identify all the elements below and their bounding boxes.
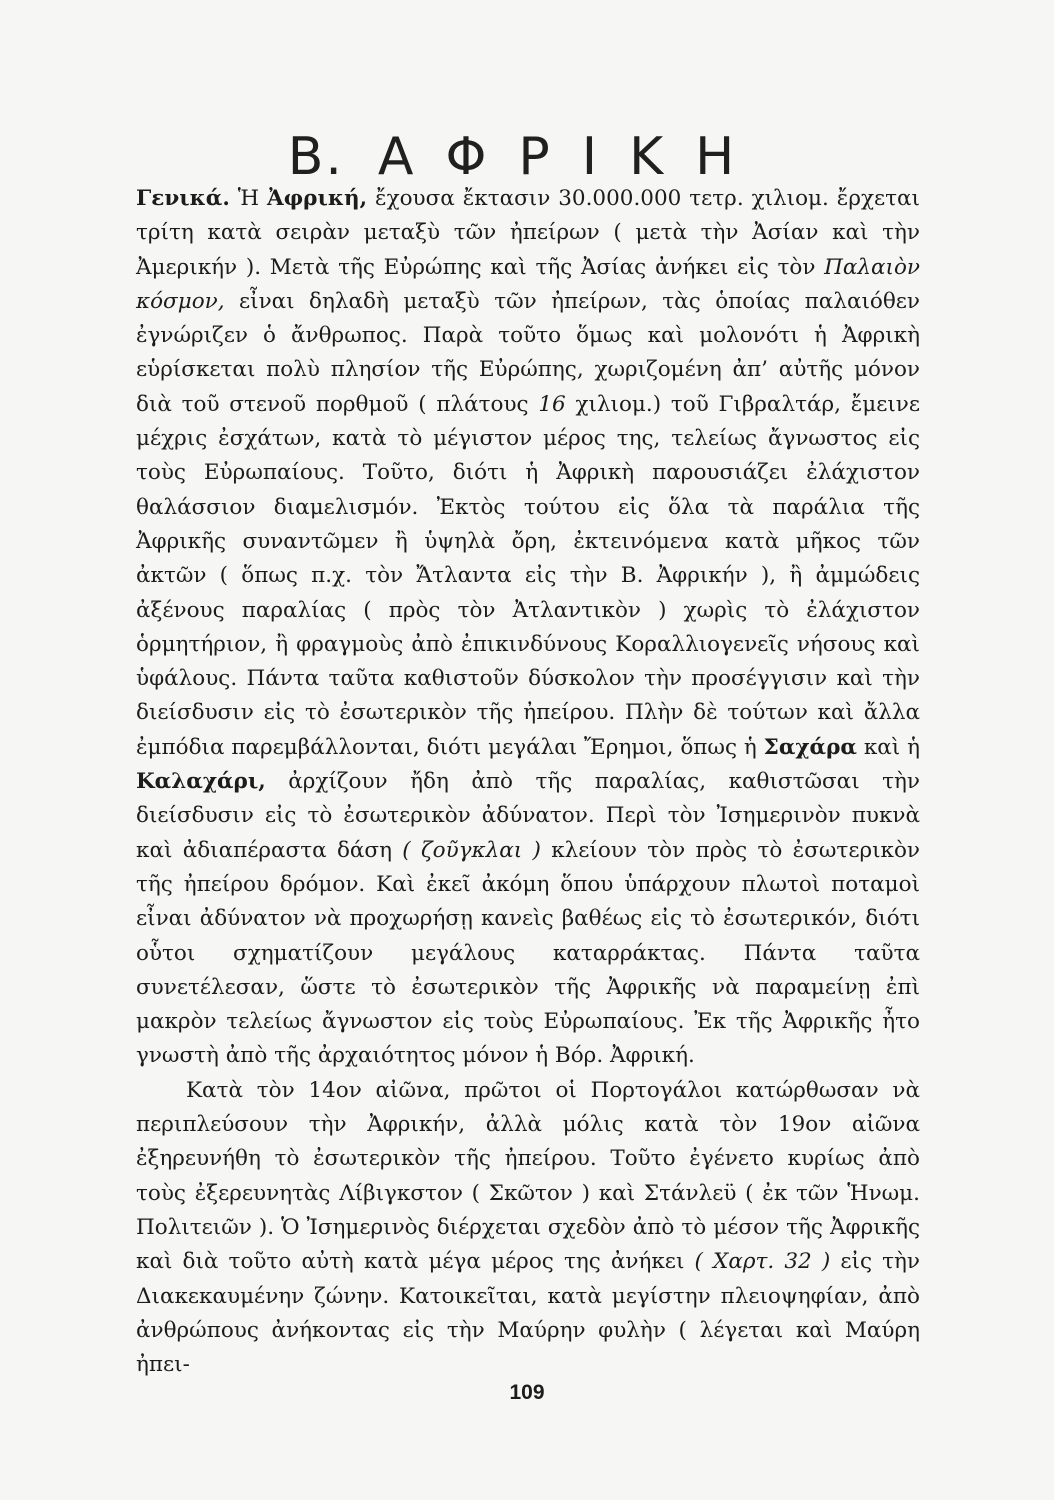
text-span: χιλιομ.) τοῦ Γιβραλτάρ, ἔμεινε μέχρις ἐσχάτων, κατὰ τὸ μέγιστον μέρος της, τελείως ἄγνωστος εἰς τοὺς Εὐρωπαίους. Τοῦτο, διότι ἡ Ἀφρικὴ παρουσιάζει ἐλάχιστον θαλάσσιον διαμελισμόν. Ἐκτὸς τούτου εἰς ὅλα τὰ παράλια τῆς Ἀφρικῆς συναντῶμεν ἢ ὑψηλὰ ὄρη, ἐκτεινόμενα κατὰ μῆκος τῶν ἀκτῶν ( ὅπως π.χ. τὸν Ἄτλαντα εἰς τὴν Β. Ἀφρικήν ), ἢ ἀμμώδεις ἀξένους παραλίας ( πρὸς τὸν Ἀτλαντικὸν ) χωρὶς τὸ ἐλάχιστον ὁρμητήριον, ἢ φραγμοὺς ἀπὸ ἐπικινδύνους Κοραλλιογενεῖς νήσους καὶ ὑφάλους. Πάντα ταῦτα καθιστοῦν δύσκολον τὴν προσέγγισιν καὶ τὴν διείσδυσιν εἰς τὸ ἐσωτερικὸν τῆς ἠπείρου. Πλὴν δὲ τούτων καὶ ἄλλα ἐμπόδια παρεμβάλλονται, διότι μεγάλαι Ἔρημοι, ὅπως ἡ	[136, 391, 920, 760]
term-africa: Ἀφρική,	[267, 186, 368, 211]
paragraph-general	[136, 182, 920, 1074]
body-text	[136, 182, 920, 1382]
map-reference: ( Χαρτ. 32 )	[694, 1249, 831, 1275]
term-jungles: ( ζοῦγκλαι )	[402, 837, 541, 863]
term-kalahari: Καλαχάρι,	[136, 769, 266, 795]
text-span: Ἡ	[229, 186, 268, 211]
chapter-title	[0, 127, 1054, 187]
text-span: κλείουν τὸν πρὸς τὸ ἐσωτερικὸν τῆς ἠπείρου δρόμον. Καὶ ἐκεῖ ἀκόμη ὅπου ὑπάρχουν πλωτοὶ ποταμοὶ εἶναι ἀδύνατον νὰ προχωρήσῃ κανεὶς βαθέως εἰς τὸ ἐσωτερικόν, διότι οὗτοι σχηματίζουν μεγάλους καταρράκτας. Πάντα ταῦτα συνετέλεσαν, ὥστε τὸ ἐσωτερικὸν τῆς Ἀφρικῆς νὰ παραμείνῃ ἐπὶ μακρὸν τελείως ἄγνωστον εἰς τοὺς Εὐρωπαίους. Ἐκ τῆς Ἀφρικῆς ἦτο γνωστὴ ἀπὸ τῆς ἀρχαιότητος μόνον ἡ Βόρ. Ἀφρική.	[136, 837, 920, 1069]
term-old-world: Παλαιὸν κόσμον,	[136, 254, 920, 314]
text-span: ἀρχίζουν ἤδη ἀπὸ τῆς παραλίας, καθιστῶσαι τὴν διείσδυσιν εἰς τὸ ἐσωτερικὸν ἀδύνατον. Περὶ τὸν Ἰσημερινὸν πυκνὰ καὶ ἀδιαπέραστα δάση	[136, 769, 920, 863]
paragraph-exploration	[136, 1074, 920, 1383]
term-sahara: Σαχάρα	[763, 734, 857, 760]
text-span: εἰς τὴν Διακεκαυμένην ζώνην. Κατοικεῖται, κατὰ μεγίστην πλειοψηφίαν, ἀπὸ ἀνθρώπους ἀνήκοντας εἰς τὴν Μαύρην φυλὴν ( λέγεται καὶ Μαύρη ἠπει-	[136, 1249, 920, 1378]
page-number: 109	[509, 1381, 545, 1404]
text-span: καὶ ἡ	[856, 734, 920, 760]
text-span: ἔχουσα ἔκτασιν 30.000.000 τετρ. χιλιομ. ἔρχεται τρίτη κατὰ σειρὰν μεταξὺ τῶν ἠπείρων ( μετὰ τὴν Ἀσίαν καὶ τὴν Ἀμερικήν ). Μετὰ τῆς Εὐρώπης καὶ τῆς Ἀσίας ἀνήκει εἰς τὸν	[136, 186, 920, 280]
section-lead: Γενικά.	[136, 186, 230, 211]
chapter-name: ΑΦΡΙΚΗ	[377, 126, 767, 187]
text-span: εἶναι δηλαδὴ μεταξὺ τῶν ἠπείρων, τὰς ὁποίας παλαιόθεν ἐγνώριζεν ὁ ἄνθρωπος. Παρὰ τοῦτο ὅμως καὶ μολονότι ἡ Ἀφρικὴ εὑρίσκεται πολὺ πλησίον τῆς Εὐρώπης, χωριζομένη ἀπ’ αὐτῆς μόνον διὰ τοῦ στενοῦ πορθμοῦ ( πλάτους	[136, 288, 920, 417]
chapter-letter: Β.	[287, 126, 344, 187]
text-span: Κατὰ τὸν 14ον αἰῶνα, πρῶτοι οἱ Πορτογάλοι κατώρθωσαν νὰ περιπλεύσουν τὴν Ἀφρικήν, ἀλλὰ μόλις κατὰ τὸν 19ον αἰῶνα ἐξηρευνήθη τὸ ἐσωτερικὸν τῆς ἠπείρου. Τοῦτο ἐγένετο κυρίως ἀπὸ τοὺς ἐξερευνητὰς Λίβιγκστον ( Σκῶτον ) καὶ Στάνλεϋ ( ἐκ τῶν Ἡνωμ. Πολιτειῶν ). Ὁ Ἰσημερινὸς διέρχεται σχεδὸν ἀπὸ τὸ μέσον τῆς Ἀφρικῆς καὶ διὰ τοῦτο αὐτὴ κατὰ μέγα μέρος της ἀνήκει	[136, 1077, 920, 1275]
strait-width: 16	[538, 391, 566, 417]
